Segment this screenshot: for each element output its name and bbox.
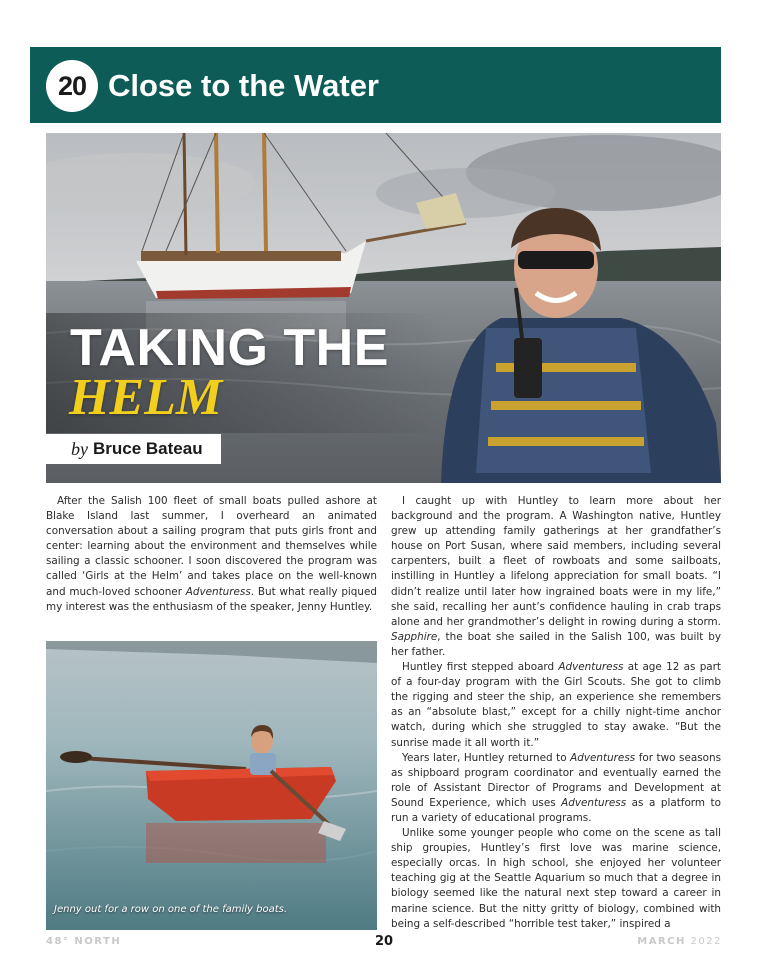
inset-photo-illustration [46,641,377,930]
boat-name: Adventuress [558,661,624,674]
photo-caption: Jenny out for a row on one of the family boats. [54,904,288,915]
inset-photo [46,641,377,930]
byline-by: by [71,438,88,459]
article-paragraph [391,826,721,932]
byline-author: Bruce Bateau [93,439,203,458]
footer-year: 2022 [690,936,722,947]
paragraph-text: Unlike some younger people who come on the scene as tall ship groupies, Huntley’s first love was marine science, especially orcas. In high school, she enjoyed her volunteer teaching gig at the Seattle Aquarium so much that a degree in biology seemed like the natural next step toward a career in marine science. But the nitty gritty of biology, combined with being a self-described “horrible test taker,” inspired a [391,827,721,930]
paragraph-text: at age 12 as part of a four-day program with the Girl Scouts. She got to climb the rigging and steer the ship, an experience she remembers as an “absolute blast,” except for a chilly night-time anchor watch, during which she struggled to stay awake. “But the sunrise made it all worth it.” [391,661,722,749]
paragraph-text: After the Salish 100 fleet of small boats pulled ashore at Blake Island last summer, I overheard an animated conversation about a sailing program that puts girls front and center: learning about the environment and themselves while sailing a classic schooner. I soon discovered the program was called ‘Girls at the Helm’ and takes place on the well-known and much-loved schooner [46,495,377,598]
paragraph-text: . But what really piqued my interest was the enthusiasm of the speaker, Jenny Huntley. [46,585,377,613]
article-paragraph [391,660,721,751]
footer-publication: 48° NORTH [46,936,122,947]
headline-line-2: HELM [69,369,223,426]
section-number-badge: 20 [46,60,98,112]
boat-name: Adventuress [185,585,251,598]
footer-page-number: 20 [374,934,394,949]
boat-name: Sapphire [391,630,438,643]
hero-photo-illustration [46,133,721,483]
article-column-right [391,494,721,932]
paragraph-text: I caught up with Huntley to learn more about her background and the program. A Washington native, Huntley grew up attending family gatherings at her grandfather’s house on Port Susan, where said members, including several carpenters, built a fleet of rowboats and some sailboats, instilling in Huntley a lifelong appreciation for small boats. “I didn’t realize until later how ingrained boats were in my life,” she said, recalling her aunt’s confidence hauling in crab traps alone and her grandmother’s delight in rowing during a storm. [391,495,721,628]
article-paragraph [46,494,377,615]
footer-date [637,936,722,947]
paragraph-text: Huntley first stepped aboard [402,661,559,674]
paragraph-text: for two seasons as shipboard program coordinator and eventually earned the role of Assistant Director of Programs and Development at Sound Experience, which uses [391,751,721,809]
boat-name: Adventuress [561,796,627,809]
paragraph-text: as a platform to run a variety of educational programs. [391,796,721,824]
article-paragraph [391,494,721,660]
section-title: Close to the Water [108,68,379,103]
byline [46,434,221,464]
article-column-left [46,494,377,615]
article-paragraph [391,751,721,826]
section-header [30,47,721,123]
headline-line-1: TAKING THE [70,319,389,377]
paragraph-text: , the boat she sailed in the Salish 100, was built by her father. [391,630,721,658]
boat-name: Adventuress [570,751,636,764]
paragraph-text: Years later, Huntley returned to [402,751,571,764]
hero-photo [46,133,721,483]
footer-month: MARCH [637,936,686,947]
